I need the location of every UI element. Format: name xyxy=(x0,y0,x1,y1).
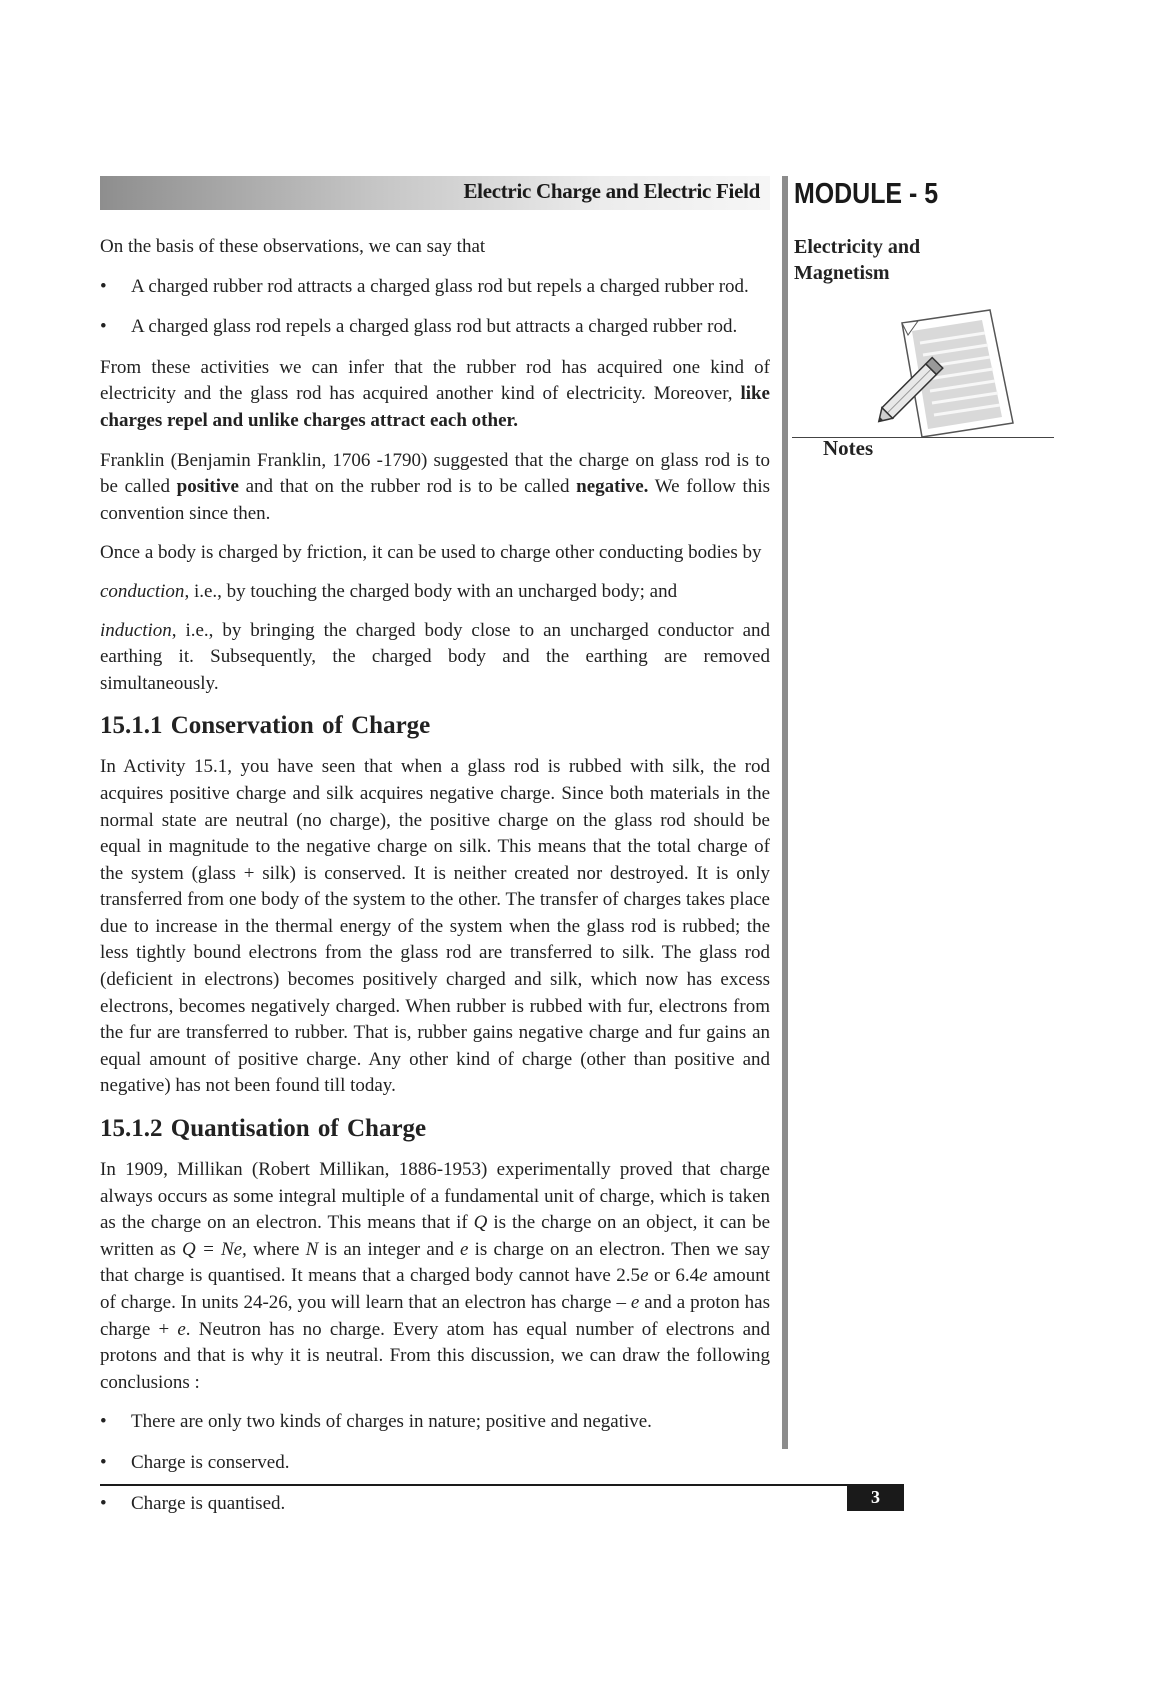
term-conduction: conduction xyxy=(100,580,185,602)
observation-list xyxy=(100,274,770,341)
list-item: • Charge is quantised. xyxy=(100,1491,770,1518)
induction-paragraph: induction, i.e., by bringing the charged body close to an uncharged conductor and earthing it. Subsequently, the charged body and the earthing are removed simultaneously. xyxy=(100,619,770,694)
module-subject: Electricity and Magnetism xyxy=(794,236,921,284)
conservation-paragraph: In Activity 15.1, you have seen that when a glass rod is rubbed with silk, the rod acquires positive charge and silk acquires negative charge. Since both materials in the normal state are neutral (no charge), the positive charge on the glass rod should be equal in magnitude to the negative charge on silk. This means that the total charge of the system (glass + silk) is conserved. It is neither created nor destroyed. It is only transferred from one body of the system to the other. The transfer of charges takes place due to increase in the thermal energy of the system when the glass rod is rubbed; the less tightly bound electrons from the glass rod are transferred to silk. The glass rod (deficient in electrons) becomes positively charged and silk, which now has excess electrons, becomes negatively charged. When rubber is rubbed with fur, electrons from the fur are transferred to rubber. That is, rubber gains negative charge and fur gains an equal amount of positive charge. Any other kind of charge (other than positive and negative) has not been found till today. xyxy=(100,756,770,1097)
chapter-header-bar xyxy=(100,176,770,210)
section-heading-quantisation: 15.1.2 Quantisation of Charge xyxy=(100,1115,427,1143)
term-positive: positive xyxy=(176,476,239,498)
notes-label: Notes xyxy=(823,436,874,460)
footer-rule xyxy=(100,1484,847,1486)
list-item: • There are only two kinds of charges in nature; positive and negative. xyxy=(100,1409,770,1436)
intro-paragraph: On the basis of these observations, we can say that xyxy=(100,236,486,257)
list-item: • A charged glass rod repels a charged glass rod but attracts a charged rubber rod. xyxy=(100,314,770,341)
page-number: 3 xyxy=(847,1484,904,1511)
rule-statement: like charges repel and unlike charges attract each other. xyxy=(100,383,770,431)
term-negative: negative. xyxy=(576,476,649,498)
term-induction: induction xyxy=(100,619,172,641)
main-content xyxy=(100,234,770,1531)
chapter-title: Electric Charge and Electric Field xyxy=(463,179,760,203)
list-item: • Charge is conserved. xyxy=(100,1450,770,1477)
notepad-pencil-icon xyxy=(868,305,1043,445)
conclusion-list xyxy=(100,1409,770,1517)
list-item: • A charged rubber rod attracts a charged glass rod but repels a charged rubber rod. xyxy=(100,274,770,301)
conduction-paragraph: conduction, i.e., by touching the charged body with an uncharged body; and xyxy=(100,580,678,602)
friction-paragraph: Once a body is charged by friction, it can be used to charge other conducting bodies by xyxy=(100,542,762,564)
section-heading-conservation: 15.1.1 Conservation of Charge xyxy=(100,712,431,740)
margin-divider xyxy=(782,176,788,1449)
franklin-paragraph: Franklin (Benjamin Franklin, 1706 -1790) suggested that the charge on glass rod is to be called positive and that on the rubber rod is to be called negative. We follow this convention since then. xyxy=(100,449,770,524)
module-title: MODULE - 5 xyxy=(794,178,939,210)
inference-paragraph: From these activities we can infer that the rubber rod has acquired one kind of electricity and the glass rod has acquired another kind of electricity. Moreover, like charges repel and unlike charges attract each other. xyxy=(100,356,770,431)
quantisation-paragraph: In 1909, Millikan (Robert Millikan, 1886-1953) experimentally proved that charge always occurs as some integral multiple of a fundamental unit of charge, which is taken as the charge on an electron. This means that if Q is the charge on an object, it can be written as Q = Ne, where N is an integer and e is charge on an electron. Then we say that charge is quantised. It means that a charged body cannot have 2.5e or 6.4e amount of charge. In units 24-26, you will learn that an electron has charge – e and a proton has charge + e. Neutron has no charge. Every atom has equal number of electrons and protons and that is why it is neutral. From this discussion, we can draw the following conclusions : xyxy=(100,1159,771,1393)
